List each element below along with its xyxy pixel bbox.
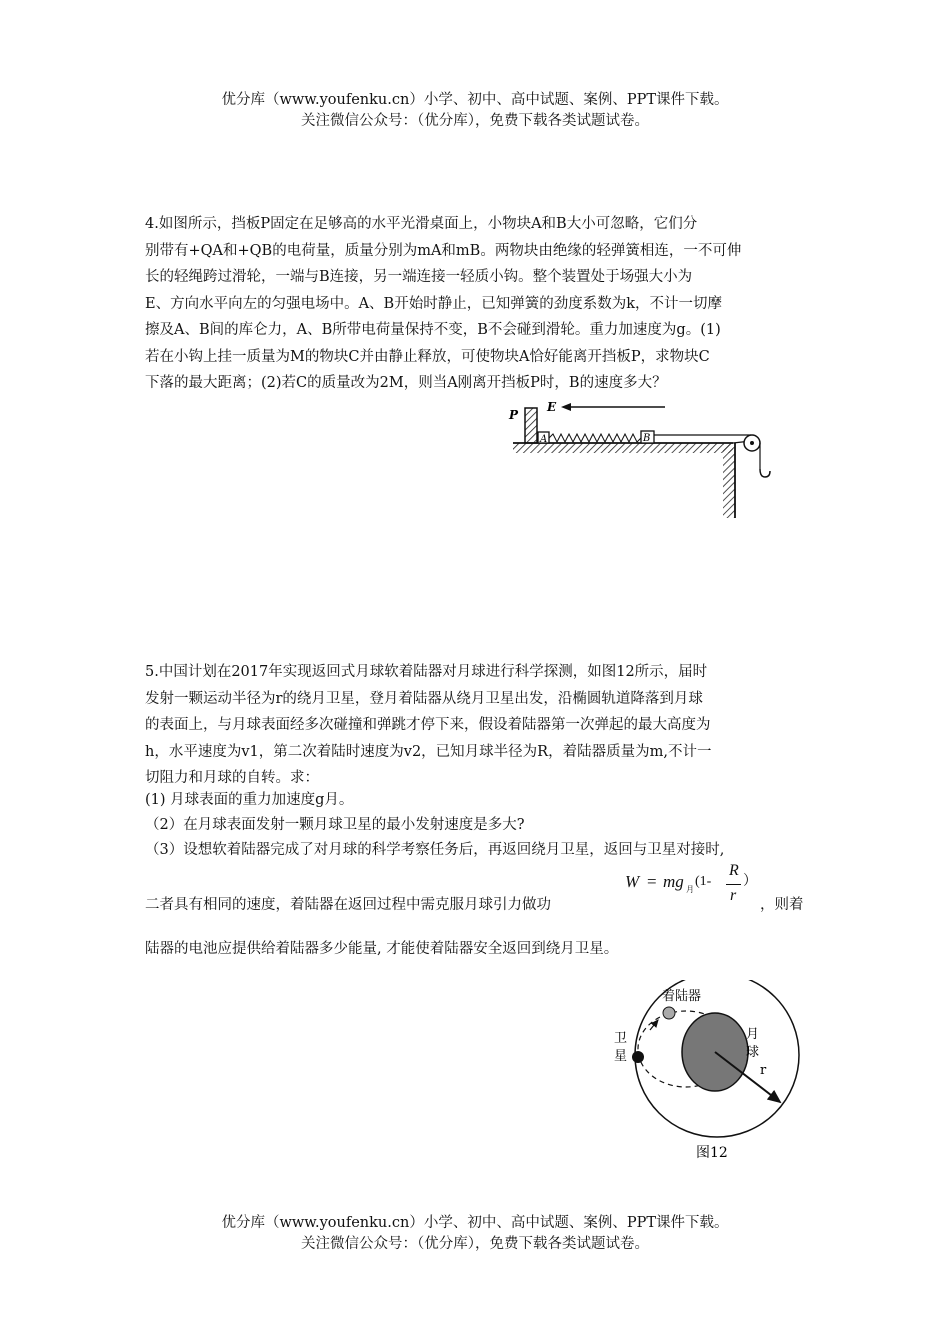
path-direction-arrow [650,1020,658,1030]
lander [663,1007,675,1019]
formula-denominator: r [730,887,737,904]
q5-sub-2: （2）在月球表面发射一颗月球卫星的最小发射速度是多大? [145,817,525,833]
work-formula [625,860,760,910]
q5-last-line: 陆器的电池应提供给着陆器多少能量, 才能使着陆器安全返回到绕月卫星。 [145,941,619,957]
header-line-1: 优分库（www.youfenku.cn）小学、初中、高中试题、案例、PPT课件下载。 [221,92,729,108]
formula-sub: 月 [686,885,694,894]
formula-mg: mg [663,872,684,891]
q4-line: 长的轻绳跨过滑轮，一端与B连接，另一端连接一轻质小钩。整个装置处于场强大小为 [145,269,693,285]
label-e: E [547,400,557,414]
question-5-text [145,659,815,792]
barrier-p [525,408,537,443]
formula-eq: = [647,872,657,891]
footer-line-1: 优分库（www.youfenku.cn）小学、初中、高中试题、案例、PPT课件下载。 [221,1215,729,1231]
spring [549,434,641,442]
formula-paren-open: (1- [695,874,712,889]
figure-12 [600,980,815,1165]
table-side-hatch [723,443,735,518]
formula-numerator: R [729,862,739,879]
footer-line-2: 关注微信公众号：（优分库），免费下载各类试题试卷。 [301,1236,649,1252]
page-header [0,90,950,132]
q5-line: 发射一颗运动半径为r的绕月卫星，登月着陆器从绕月卫星出发，沿椭圆轨道降落到月球 [145,690,703,707]
question-4-text [145,211,815,397]
header-line-2: 关注微信公众号：（优分库），免费下载各类试题试卷。 [301,113,649,129]
label-p: P [509,408,519,422]
q5-sub-1: (1) 月球表面的重力加速度g月。 [145,792,354,808]
q4-figure [505,393,780,523]
q5-line: 切阻力和月球的自转。求： [145,770,319,786]
q4-line: E、方向水平向左的匀强电场中。A、B开始时静止，已知弹簧的劲度系数为k，不计一切摩 [145,295,722,312]
q4-line: 别带有+QA和+QB的电荷量，质量分别为mA和mB。两物块由绝缘的轻弹簧相连，一不可伸 [145,242,742,259]
q4-line: 下落的最大距离；(2)若C的质量改为2M，则当A刚离开挡板P时，B的速度多大？ [145,375,667,391]
q5-line: h，水平速度为v1，第二次着陆时速度为v2，已知月球半径为R，着陆器质量为m,不计一 [145,743,712,760]
q5-sub-3: （3）设想软着陆器完成了对月球的科学考察任务后，再返回绕月卫星，返回与卫星对接时, [145,842,725,858]
label-satellite-1: 卫 [614,1031,628,1046]
q5-line: 的表面上，与月球表面经多次碰撞和弹跳才停下来，假设着陆器第一次弹起的最大高度为 [145,717,711,733]
label-b: B [643,433,651,444]
formula-w: W [625,872,640,891]
q5-work-line-after: ，则着 [760,897,804,913]
label-satellite-2: 星 [614,1049,628,1064]
q5-work-line-before: 二者具有相同的速度，着陆器在返回过程中需克服月球引力做功 [145,897,551,913]
figure-caption: 图12 [696,1145,728,1161]
label-moon-2: 球 [746,1045,760,1060]
formula-fraction-bar [726,884,741,885]
label-moon-1: 月 [746,1027,760,1042]
page-footer [0,1213,950,1255]
q4-line: 擦及A、B间的库仑力，A、B所带电荷量保持不变，B不会碰到滑轮。重力加速度为g。(1) [145,322,721,338]
satellite [632,1051,644,1063]
field-arrow-head [561,403,571,411]
label-lander: 着陆器 [662,989,702,1004]
q4-line: 若在小钩上挂一质量为M的物块C并由静止释放，可使物块A恰好能离开挡板P，求物块C [145,348,710,365]
q5-line: 5.中国计划在2017年实现返回式月球软着陆器对月球进行科学探测，如图12所示，届时 [145,664,708,680]
label-radius: r [760,1063,767,1078]
label-a: A [540,434,548,445]
formula-paren-close: ） [743,874,757,889]
q4-line: 4.如图所示，挡板P固定在足够高的水平光滑桌面上，小物块A和B大小可忽略，它们分 [145,216,698,232]
hook-icon [760,469,770,477]
